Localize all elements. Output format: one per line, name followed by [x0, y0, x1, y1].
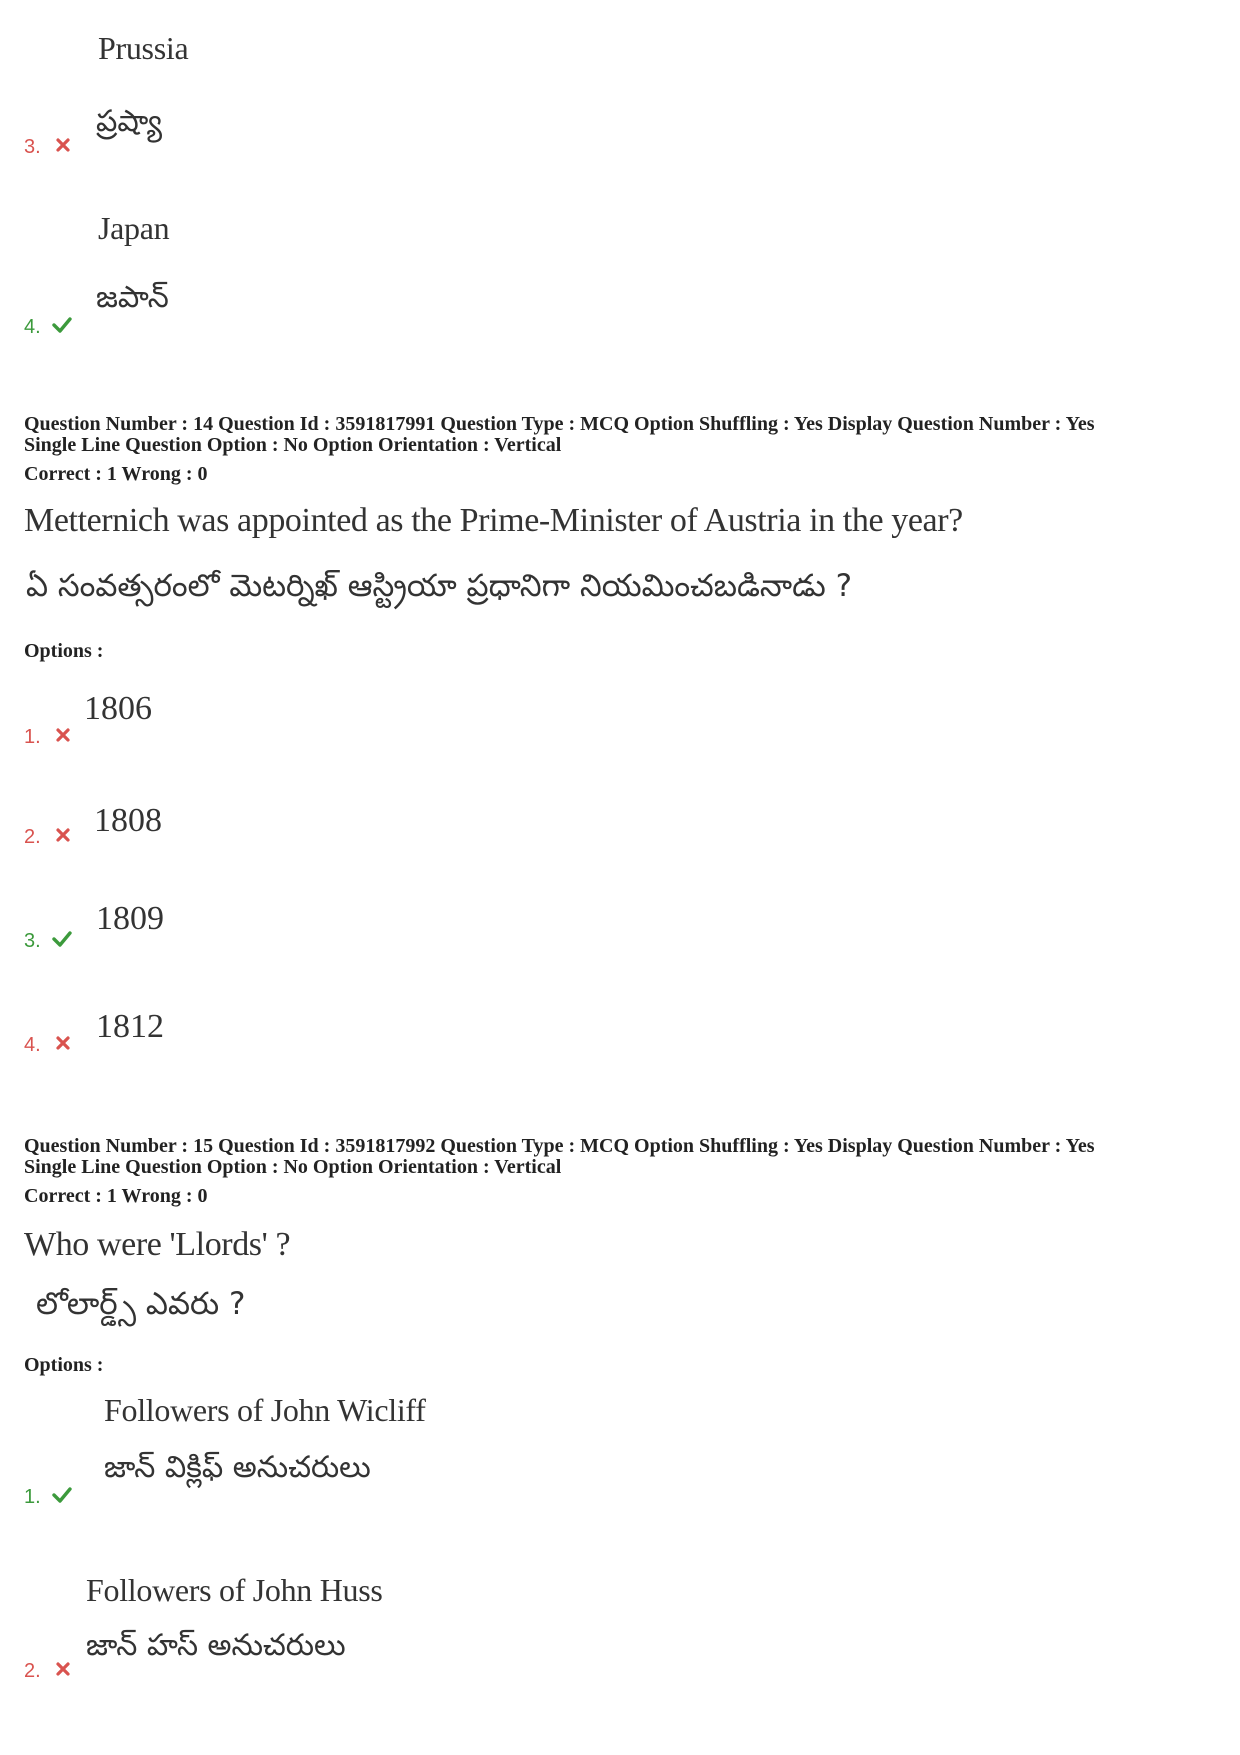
question-marks: Correct : 1 Wrong : 0: [24, 1185, 208, 1207]
cross-icon: [55, 727, 71, 743]
question-meta-line1: Question Number : 15 Question Id : 3591817992 Question Type : MCQ Option Shuffling : Yes Display Question Number : Yes: [24, 1135, 1095, 1157]
option-number: 3.: [24, 136, 41, 158]
option-number: 4.: [24, 316, 41, 338]
option-text-te: జపాన్: [96, 280, 169, 315]
check-icon: [51, 317, 73, 333]
option-marker: [24, 930, 73, 953]
options-label: Options :: [24, 1354, 104, 1376]
option-marker: [24, 1034, 71, 1057]
option-text-te: ప్రష్యా: [96, 104, 162, 139]
option-text-te: జాన్ హస్ అనుచరులు: [86, 1628, 346, 1663]
option-marker: [24, 1486, 73, 1509]
option-text-en: Followers of John Wicliff: [104, 1392, 426, 1428]
check-icon: [51, 931, 73, 947]
cross-icon: [55, 1035, 71, 1051]
option-marker: [24, 726, 71, 749]
cross-icon: [55, 137, 71, 153]
question-meta-line2: Single Line Question Option : No Option Orientation : Vertical: [24, 434, 562, 456]
question-text-en: Who were 'Llords' ?: [24, 1226, 291, 1263]
option-number: 3.: [24, 930, 41, 952]
question-text-te: లోలార్డ్స్ ఎవరు ?: [36, 1286, 246, 1322]
cross-icon: [55, 827, 71, 843]
option-number: 2.: [24, 826, 41, 848]
question-meta-line1: Question Number : 14 Question Id : 3591817991 Question Type : MCQ Option Shuffling : Yes Display Question Number : Yes: [24, 413, 1095, 435]
cross-icon: [55, 1661, 71, 1677]
option-text-en: Japan: [98, 210, 170, 246]
question-text-te: ఏ సంవత్సరంలో మెటర్నిఖ్ ఆస్ట్రియా ప్రధానిగా నియమించబడినాడు ?: [26, 568, 853, 604]
option-text: 1806: [84, 690, 152, 727]
option-text: 1812: [96, 1008, 164, 1045]
question-text-en: Metternich was appointed as the Prime-Minister of Austria in the year?: [24, 502, 963, 539]
option-text-en: Followers of John Huss: [86, 1572, 383, 1608]
option-marker: [24, 316, 73, 339]
check-icon: [51, 1487, 73, 1503]
option-number: 2.: [24, 1660, 41, 1682]
question-meta-line2: Single Line Question Option : No Option Orientation : Vertical: [24, 1156, 562, 1178]
options-label: Options :: [24, 640, 104, 662]
option-number: 1.: [24, 1486, 41, 1508]
option-marker: [24, 826, 71, 849]
option-text: 1809: [96, 900, 164, 937]
option-number: 1.: [24, 726, 41, 748]
option-marker: [24, 136, 71, 159]
option-text-en: Prussia: [98, 30, 189, 66]
option-text: 1808: [94, 802, 162, 839]
option-number: 4.: [24, 1034, 41, 1056]
option-marker: [24, 1660, 71, 1683]
question-marks: Correct : 1 Wrong : 0: [24, 463, 208, 485]
option-text-te: జాన్ విక్లిఫ్ అనుచరులు: [104, 1450, 371, 1485]
